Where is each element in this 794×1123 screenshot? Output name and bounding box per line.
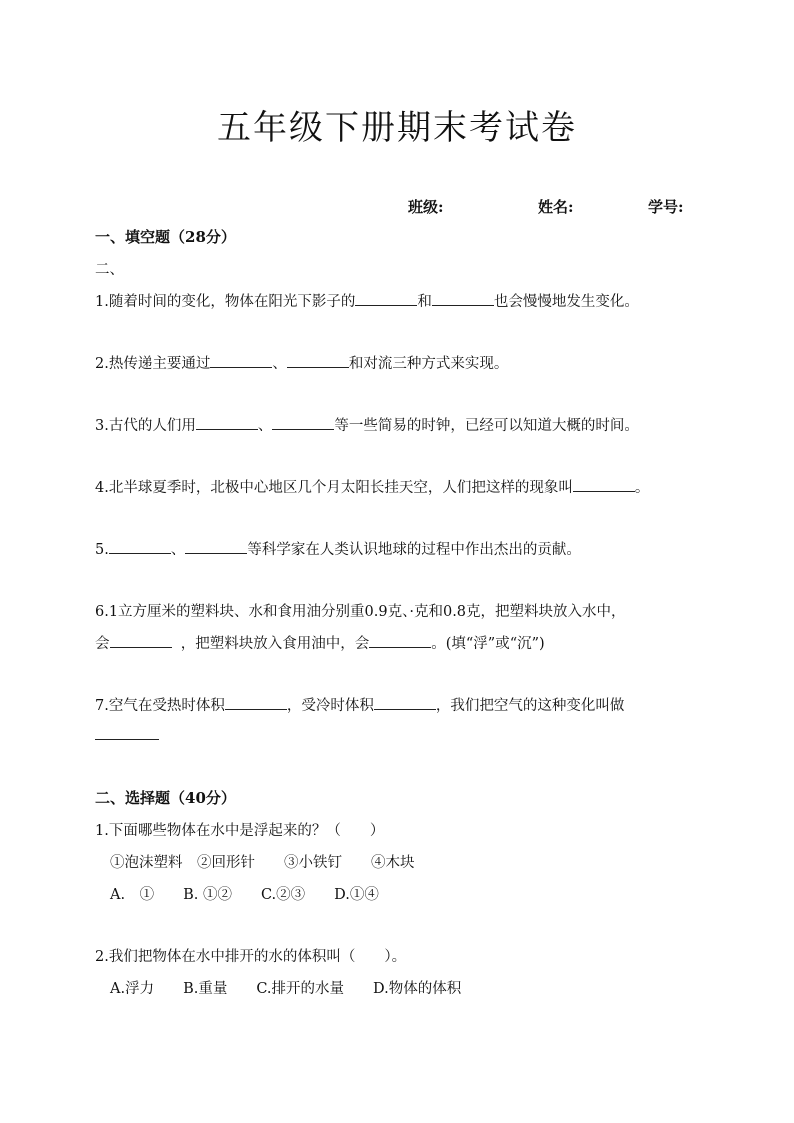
q2-text-b: 、 <box>272 356 287 372</box>
answer-blank[interactable] <box>95 724 159 740</box>
answer-blank[interactable] <box>210 352 272 368</box>
answer-blank[interactable] <box>374 694 436 710</box>
answer-blank[interactable] <box>196 414 258 430</box>
class-label: 班级: <box>408 198 444 216</box>
answer-blank[interactable] <box>225 694 287 710</box>
q3-text-c: 等一些简易的时钟，已经可以知道大概的时间。 <box>334 418 639 434</box>
name-label: 姓名: <box>538 198 574 216</box>
q1-text-a: 1.随着时间的变化，物体在阳光下影子的 <box>95 294 356 310</box>
question-6-line1: 6.1立方厘米的塑料块、水和食用油分别重0.9克、·克和0.8克，把塑料块放入水中， <box>95 604 626 620</box>
choice-question-1-options[interactable]: A. ① B. ①② C.②③ D.①④ <box>110 887 379 903</box>
q6-text-b: ，把塑料块放入食用油中，会 <box>180 636 370 652</box>
q2-text-a: 2.热传递主要通过 <box>95 356 211 372</box>
question-7-line2 <box>95 724 159 744</box>
question-2 <box>95 352 508 373</box>
q1-text-b: 和 <box>417 294 432 310</box>
answer-blank[interactable] <box>185 538 247 554</box>
q5-text-a: 5. <box>95 542 109 558</box>
answer-blank[interactable] <box>287 352 349 368</box>
q4-text-a: 4.北半球夏季时，北极中心地区几个月太阳长挂天空，人们把这样的现象叫 <box>95 480 573 496</box>
q1-text-c: 也会慢慢地发生变化。 <box>493 294 639 310</box>
answer-blank[interactable] <box>369 632 431 648</box>
section1-sub: 二、 <box>95 262 124 278</box>
answer-blank[interactable] <box>355 290 417 306</box>
answer-blank[interactable] <box>573 476 635 492</box>
question-4 <box>95 476 649 497</box>
choice-question-1-items: ①泡沫塑料 ②回形针 ③小铁钉 ④木块 <box>110 855 415 871</box>
choice-question-1-stem: 1.下面哪些物体在水中是浮起来的？（ ） <box>95 823 385 839</box>
q6-text-c: 。(填“浮”或“沉”) <box>431 636 545 652</box>
question-1 <box>95 290 639 311</box>
q3-text-b: 、 <box>257 418 273 434</box>
question-3 <box>95 414 639 435</box>
q2-text-c: 和对流三种方式来实现。 <box>348 356 509 372</box>
answer-blank[interactable] <box>272 414 334 430</box>
q6-text-a: 会 <box>95 636 110 652</box>
q5-text-b: 、 <box>170 542 186 558</box>
q3-text-a: 3.古代的人们用 <box>95 418 196 434</box>
q5-text-c: 等科学家在人类认识地球的过程中作出杰出的贡献。 <box>247 542 581 558</box>
answer-blank[interactable] <box>110 632 172 648</box>
q4-text-b: 。 <box>634 480 650 496</box>
q7-text-a: 7.空气在受热时体积 <box>95 698 225 714</box>
section2-heading: 二、选择题（40分） <box>95 789 236 807</box>
answer-blank[interactable] <box>432 290 494 306</box>
choice-question-2-stem: 2.我们把物体在水中排开的水的体积叫（ ）。 <box>95 949 407 965</box>
page-title: 五年级下册期末考试卷 <box>217 108 577 148</box>
choice-question-2-options[interactable]: A.浮力 B.重量 C.排开的水量 D.物体的体积 <box>110 981 462 997</box>
student-id-label: 学号: <box>648 198 684 216</box>
question-7 <box>95 694 624 715</box>
q7-text-b: ，受冷时体积 <box>286 698 374 714</box>
q7-text-c: ，我们把空气的这种变化叫做 <box>435 698 625 714</box>
question-6-line2 <box>95 632 545 653</box>
question-5 <box>95 538 581 559</box>
answer-blank[interactable] <box>109 538 171 554</box>
section1-heading: 一、填空题（28分） <box>95 228 236 246</box>
